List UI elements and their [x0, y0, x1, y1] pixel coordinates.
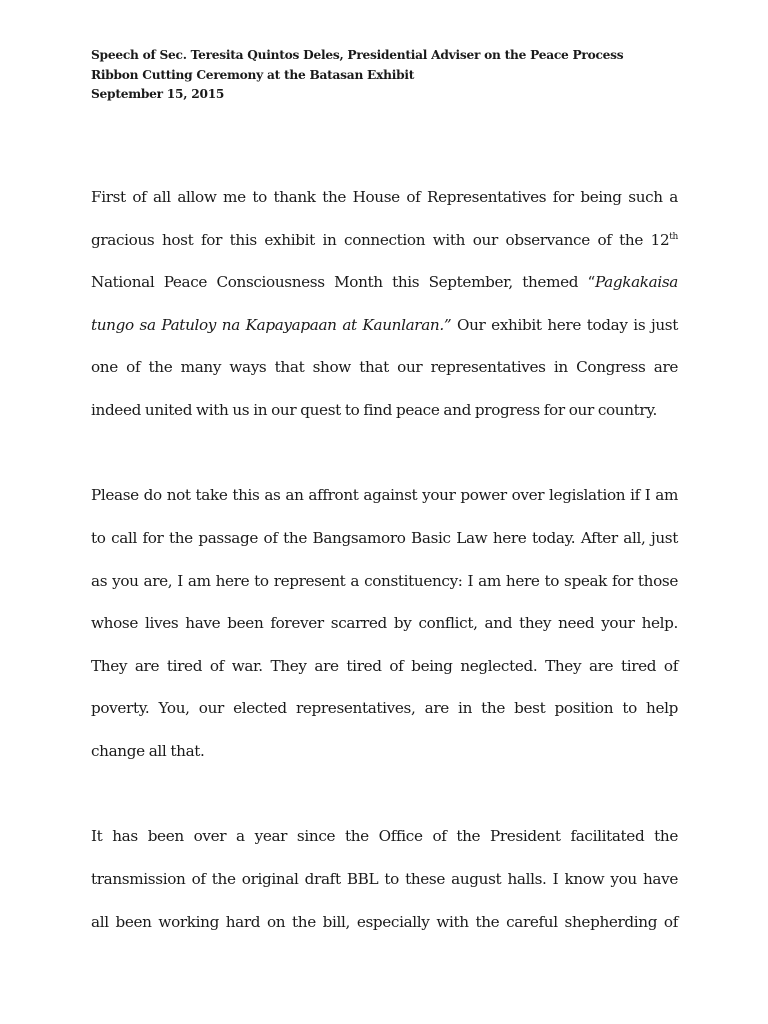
paragraph-line: indeed united with us in our quest to find peace and progress for our country. — [91, 400, 658, 419]
paragraph-line: all been working hard on the bill, especially with the careful shepherding of — [91, 912, 678, 931]
paragraph-line: It has been over a year since the Office of the President facilitated the — [91, 827, 678, 846]
paragraph-line: to call for the passage of the Bangsamoro Basic Law here today. After all, just — [91, 528, 678, 547]
paragraph-line: Please do not take this as an affront against your power over legislation if I am — [91, 486, 678, 505]
paragraph-line: as you are, I am here to represent a constituency: I am here to speak for those — [91, 571, 678, 590]
paragraph-line: whose lives have been forever scarred by conflict, and they need your help. — [91, 614, 678, 633]
paragraph-2 — [91, 474, 678, 772]
paragraph-line: transmission of the original draft BBL to these august halls. I know you have — [91, 869, 678, 888]
header-date: September 15, 2015 — [91, 87, 225, 101]
italic-theme-text: Pagkakaisa — [594, 273, 678, 292]
paragraph-line: one of the many ways that show that our representatives in Congress are — [91, 358, 678, 377]
paragraph-line: tungo sa Patuloy na Kapayapaan at Kaunlaran.” Our exhibit here today is just — [91, 315, 678, 334]
header-event: Ribbon Cutting Ceremony at the Batasan Exhibit — [91, 67, 415, 82]
paragraph-line: First of all allow me to thank the House of Representatives for being such a — [91, 188, 678, 206]
paragraph-line: gracious host for this exhibit in connection with our observance of the 12th — [91, 230, 678, 249]
speech-header — [91, 46, 691, 105]
paragraph-1 — [91, 176, 678, 432]
ordinal-superscript: th — [669, 231, 678, 242]
header-title: Speech of Sec. Teresita Quintos Deles, Presidential Adviser on the Peace Process — [91, 48, 624, 62]
paragraph-line: National Peace Consciousness Month this September, themed “Pagkakaisa — [91, 273, 678, 292]
paragraph-line: change all that. — [91, 741, 205, 760]
paragraph-3 — [91, 815, 678, 943]
italic-theme-text: tungo sa Patuloy na Kapayapaan at Kaunlaran.” — [91, 315, 452, 334]
paragraph-line: poverty. You, our elected representatives, are in the best position to help — [91, 699, 678, 718]
speech-body — [91, 176, 678, 943]
paragraph-line: They are tired of war. They are tired of being neglected. They are tired of — [91, 656, 678, 675]
